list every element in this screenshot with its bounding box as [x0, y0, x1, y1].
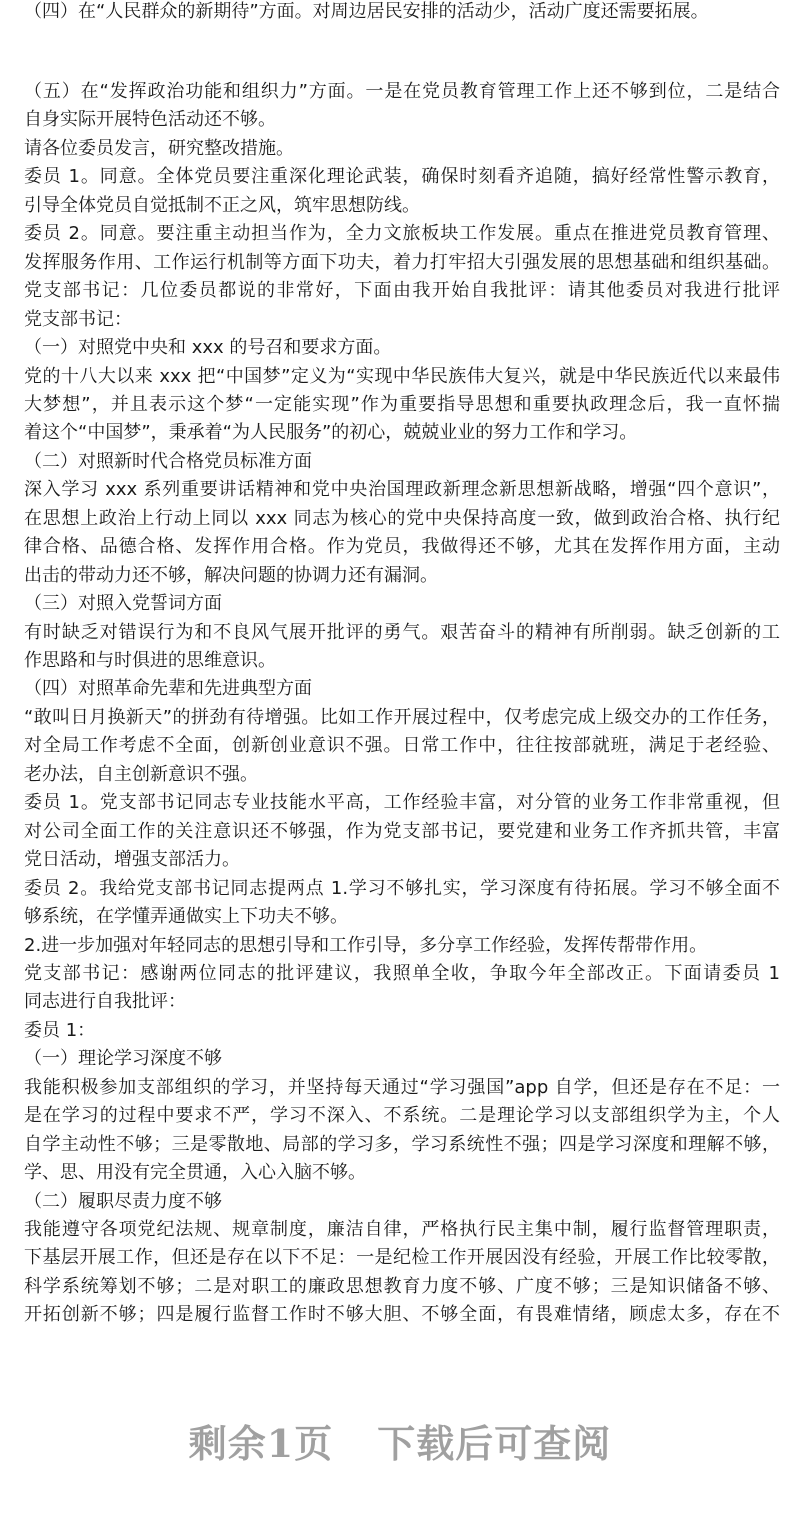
text-line: （五）在“发挥政治功能和组织力”方面。一是在党员教育管理工作上还不够到位，二是结合: [24, 81, 780, 102]
text-line: 作思路和与时俱进的思维意识。: [24, 650, 276, 671]
text-line: 开拓创新不够；四是履行监督工作时不够大胆、不够全面，有畏难情绪，顾虑太多，存在不: [24, 1304, 780, 1326]
text-line: 委员 1：: [24, 1019, 96, 1041]
text-line: 党支部书记：感谢两位同志的批评建议，我照单全收，争取今年全部改正。下面请委员 1: [24, 962, 780, 984]
text-line: 委员 2。同意。要注重主动担当作为，全力文旅板块工作发展。重点在推进党员教育管理、: [24, 223, 780, 245]
text-line: 党的十八大以来 xxx 把“中国梦”定义为“实现中华民族伟大复兴，就是中华民族近代以来最伟: [24, 365, 780, 387]
text-line: 着这个“中国梦”，秉承着“为人民服务”的初心，兢兢业业的努力工作和学习。: [24, 422, 638, 444]
text-line: 老办法，自主创新意识不强。: [24, 763, 258, 785]
text-line: 深入学习 xxx 系列重要讲话精神和党中央治国理政新理念新思想新战略，增强“四个意识”，: [24, 479, 780, 501]
text-line: 委员 1。党支部书记同志专业技能水平高，工作经验丰富，对分管的业务工作非常重视，但: [24, 792, 780, 814]
text-line: 党支部书记：几位委员都说的非常好，下面由我开始自我批评：请其他委员对我进行批评: [24, 280, 780, 302]
text-line: （四）在“人民群众的新期待”方面。对周边居民安排的活动少，活动广度还需要拓展。: [24, 1, 709, 22]
text-line: （二）履职尽责力度不够: [24, 1190, 222, 1212]
text-line: 对公司全面工作的关注意识还不够强，作为党支部书记，要党建和业务工作齐抓共管，丰富: [24, 820, 780, 842]
text-line: 2.进一步加强对年轻同志的思想引导和工作引导，多分享工作经验，发挥传帮带作用。: [24, 934, 708, 956]
text-line: 自身实际开展特色活动还不够。: [24, 109, 276, 131]
text-line: 律合格、品德合格、发挥作用合格。作为党员，我做得还不够，尤其在发挥作用方面，主动: [24, 536, 780, 558]
text-line: 够系统，在学懂弄通做实上下功夫不够。: [24, 906, 348, 928]
text-line: 有时缺乏对错误行为和不良风气展开批评的勇气。艰苦奋斗的精神有所削弱。缺乏创新的工: [24, 621, 780, 643]
text-line: 我能积极参加支部组织的学习，并坚持每天通过“学习强国”app 自学，但还是存在不足：一: [24, 1076, 780, 1098]
text-line: 请各位委员发言，研究整改措施。: [24, 137, 294, 159]
text-line: 出击的带动力还不够，解决问题的协调力还有漏洞。: [24, 564, 438, 586]
text-line: 发挥服务作用、工作运行机制等方面下功夫，着力打牢招大引强发展的思想基础和组织基础。: [24, 251, 780, 273]
text-line: 同志进行自我批评：: [24, 991, 186, 1013]
text-line: 我能遵守各项党纪法规、规章制度，廉洁自律，严格执行民主集中制，履行监督管理职责，: [24, 1219, 780, 1240]
text-line: 委员 2。我给党支部书记同志提两点 1.学习不够扎实，学习深度有待拓展。学习不够全面不: [24, 877, 780, 899]
text-line: 学、思、用没有完全贯通，入心入脑不够。: [24, 1162, 366, 1184]
download-prompt[interactable]: [0, 1413, 800, 1468]
text-line: 是在学习的过程中要求不严，学习不深入、不系统。二是理论学习以支部组织学为主，个人: [24, 1105, 780, 1127]
text-line: 下基层开展工作，但还是存在以下不足：一是纪检工作开展因没有经验，开展工作比较零散，: [24, 1247, 780, 1269]
text-line: （三）对照入党誓词方面: [24, 593, 222, 615]
text-line: 引导全体党员自觉抵制不正之风，筑牢思想防线。: [24, 194, 420, 216]
download-to-view-label[interactable]: 下载后可查阅: [377, 1421, 612, 1466]
text-line: （二）对照新时代合格党员标准方面: [24, 450, 312, 472]
text-line: 在思想上政治上行动上同以 xxx 同志为核心的党中央保持高度一致，做到政治合格、执行纪: [24, 507, 780, 529]
text-line: 科学系统筹划不够；二是对职工的廉政思想教育力度不够、广度不够；三是知识储备不够、: [24, 1275, 780, 1297]
text-line: 党日活动，增强支部活力。: [24, 849, 240, 871]
text-line: 自学主动性不够；三是零散地、局部的学习多，学习系统性不强；四是学习深度和理解不够，: [24, 1133, 780, 1155]
text-line: 对全局工作考虑不全面，创新创业意识不强。日常工作中，往往按部就班，满足于老经验、: [24, 735, 780, 757]
text-line: （一）理论学习深度不够: [24, 1048, 222, 1070]
text-line: （四）对照革命先辈和先进典型方面: [24, 678, 312, 700]
text-line: 委员 1。同意。全体党员要注重深化理论武装，确保时刻看齐追随，搞好经常性警示教育，: [24, 166, 780, 188]
text-line: “敢叫日月换新天”的拼劲有待增强。比如工作开展过程中，仅考虑完成上级交办的工作任务，: [24, 706, 780, 728]
remaining-pages-label: 剩余1页: [188, 1421, 334, 1466]
text-line: 党支部书记：: [24, 308, 132, 330]
text-line: （一）对照党中央和 xxx 的号召和要求方面。: [24, 337, 392, 359]
text-line: 大梦想”，并且表示这个梦“一定能实现”作为重要指导思想和重要执政理念后，我一直怀揣: [24, 393, 780, 415]
